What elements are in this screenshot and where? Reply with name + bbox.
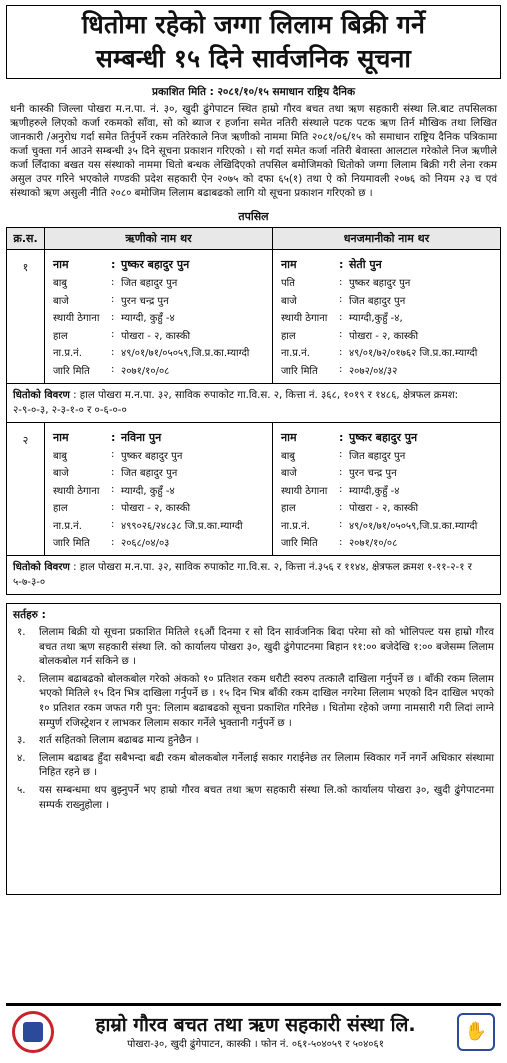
owner-field-colon: : [338, 294, 343, 306]
serial-number: २ [7, 422, 45, 556]
term-item [13, 784, 494, 813]
owner-field-colon: : [338, 501, 343, 513]
borrower-field-value: ४९९०२६/२४८३८ जि.प्र.का.म्याग्दी [121, 520, 243, 532]
term-item [13, 673, 494, 731]
borrower-field [53, 256, 266, 274]
owner-field-colon: : [338, 364, 343, 376]
headline-line-1: धितोमा रहेको जग्गा लिलाम बिक्री गर्ने [81, 10, 426, 39]
owner-field [281, 499, 494, 517]
owner-field-colon: : [338, 276, 343, 288]
borrower-field-colon: : [111, 311, 115, 323]
term-number: १. [17, 627, 26, 638]
owner-field-value: पुष्कर बहादुर पुन [348, 430, 418, 444]
term-item [13, 752, 494, 781]
borrower-details [45, 250, 273, 384]
owner-field [281, 326, 494, 344]
borrower-field-colon: : [111, 519, 115, 531]
owner-field-value: पुष्कर बहादुर पुन [348, 278, 411, 290]
owner-field [281, 429, 494, 447]
owner-field-value: पुरन चन्द्र पुन [348, 468, 397, 480]
col-borrower-header: ऋणीको नाम थर [45, 228, 273, 250]
borrower-field-label: ना.प्र.नं. [53, 348, 82, 360]
borrower-field-label: ना.प्र.नं. [53, 520, 82, 532]
owner-details [272, 250, 500, 384]
borrower-field-label: बाबु [53, 278, 68, 290]
term-number: ५. [17, 784, 26, 796]
owner-field-label: पति [280, 278, 295, 290]
owner-field-label: जारि मिति [280, 538, 318, 550]
term-number: ३. [17, 735, 26, 747]
borrower-field-colon: : [111, 484, 115, 496]
term-text: यस सम्बन्धमा थप बुझ्नुपर्ने भए हाम्रो गौरव बचत तथा ऋण सहकारी संस्था लि.को कार्यालय पोखरा ३०, खुदी ढुंगेपाटनमा सम्पर्क राख्नुहोला । [39, 784, 494, 811]
owner-field-label: बाबु [280, 450, 295, 462]
term-item [13, 734, 494, 749]
owner-field-value: जित बहादुर पुन [348, 450, 406, 462]
borrower-field-value: पुष्कर बहादुर पुन [121, 258, 190, 272]
borrower-field-colon: : [111, 258, 116, 272]
borrower-field-colon: : [111, 364, 115, 376]
borrower-field-colon: : [111, 466, 115, 478]
borrower-field [53, 274, 266, 292]
table-header-row [7, 228, 501, 250]
borrower-field-label: बाजे [53, 295, 69, 307]
borrower-field-value: पोखरा - २, कास्की [121, 503, 191, 515]
terms-list [13, 626, 494, 813]
borrower-field-label: हाल [53, 330, 68, 342]
owner-field-label: नाम [280, 430, 297, 444]
terms-box [6, 603, 501, 895]
owner-field-colon: : [338, 536, 343, 548]
borrower-field [53, 481, 266, 499]
intro-paragraph: धनी कास्की जिल्ला पोखरा म.न.पा. नं. ३०, खुदी ढुंगेपाटन स्थित हाम्रो गौरव बचत तथा ऋण सहकारी संस्था लि.बाट तपसिलका ऋणीहरुले लिएको कर्जा रकमको साँवा, सो को ब्याज र हर्जाना समेत नतिरी संस्थाले पटक पटक ऋण तिर्न मौखिक तथा लिखित जानकारी /अनुरोध गर्दा समेत तिर्नुपर्ने रकम नतिरेकाले निज ऋणीको नाममा मिति २०८१/०६/१५ को समाधान राष्ट्रिय दैनिक पत्रिकामा कर्जा चुक्ता गर्न आउने सम्बन्धी ३५ दिने सूचना प्रकाशन गरिएको । सो गर्दा समेत कर्जा नतिरी बेवास्ता आलटाल गरेकोले निज ऋणीले कर्जा लिँदाका बखत यस संस्थाको नाममा धितो बन्धक लेखिदिएको तपसिल बमोजिमको धितोको जग्गा लिलाम बिक्री गरी लेना रकम असुल उपर गरिने भएकोले गण्डकी प्रदेश सहकारी ऐन २०७५ को दफा ६५(१) तथा ऐ को नियमावली २०७६ को नियम २३ च एवं संस्थाको ऋण असुली नीति २०८० बमोजिम लिलाम बढाबढको लागि यो सूचना प्रकाशन गरिएको छ । [10, 104, 497, 199]
collateral-label: धितोको विवरण [13, 562, 70, 573]
borrower-field [53, 361, 266, 379]
owner-field-value: म्याग्दी,कुहुँ -४, [348, 313, 403, 325]
owner-details [272, 422, 500, 556]
terms-heading: सर्तहरु : [13, 609, 46, 621]
borrower-field-value: नविना पुन [121, 430, 162, 444]
owner-field-label: हाल [280, 330, 296, 342]
col-owner-header: धनजमानीको नाम थर [272, 228, 500, 250]
owner-field-value: म्याग्दी,कुहुँ -४ [348, 485, 400, 497]
borrower-field-colon: : [111, 276, 115, 288]
owner-field-colon: : [338, 311, 343, 323]
borrower-details [45, 422, 273, 556]
borrower-field [53, 429, 266, 447]
term-number: २. [17, 673, 26, 685]
owner-field-value: पोखरा - २, कास्की [348, 330, 419, 342]
owner-field-value: पोखरा - २, कास्की [348, 503, 419, 515]
owner-field-label: बाजे [280, 468, 297, 480]
owner-field-label: नाम [280, 258, 297, 272]
borrower-field-value: म्याग्दी, कुहुँ -४ [121, 485, 175, 497]
collateral-text: : हाल पोखरा म.न.पा. ३२, साविक रुपाकोट गा.वि.स. २, कित्ता नं.३५६ र ११४४, क्षेत्रफल क्रमश १-११-२-१ र ५-७-३-० [13, 562, 472, 588]
footer [6, 1003, 501, 1057]
collateral-description [7, 383, 501, 422]
borrower-field-label: बाबु [53, 450, 68, 462]
collateral-row [7, 383, 501, 422]
borrower-field-value: पोखरा - २, कास्की [121, 330, 191, 342]
table-row [7, 250, 501, 384]
borrower-field-label: स्थायी ठेगाना [53, 485, 100, 497]
collateral-row [7, 556, 501, 595]
borrower-field-colon: : [111, 294, 115, 306]
serial-number: १ [7, 250, 45, 384]
borrower-field [53, 309, 266, 327]
details-table [6, 227, 501, 595]
borrower-field [53, 516, 266, 534]
owner-field-colon: : [338, 258, 344, 272]
borrower-field [53, 534, 266, 552]
owner-field-value: २०७२/०४/३२ [348, 365, 398, 377]
owner-field [281, 309, 494, 327]
owner-field-colon: : [338, 346, 343, 358]
term-text: लिलाम बढाबढ हुँदा सबैभन्दा बढी रकम बोलकबोल गर्नेलाई सकार गराईनेछ तर लिलाम स्विकार गर्ने नगर्ने अधिकार संस्थामा निहित रहने छ । [39, 752, 494, 779]
borrower-field-label: स्थायी ठेगाना [53, 313, 100, 325]
owner-field-value: सेती पुन [348, 258, 382, 272]
owner-field-label: स्थायी ठेगाना [280, 485, 328, 497]
footer-address: पोखरा-३०, खुदी ढुंगेपाटन, कास्की । फोन नं. ०६१-५०४०५९ र ५०४०६१ [127, 1038, 384, 1050]
term-text: शर्त सहितको लिलाम बढाबढ मान्य हुनेछैन । [39, 735, 199, 747]
owner-field [281, 464, 494, 482]
collateral-text: : हाल पोखरा म.न.पा. ३२, साविक रुपाकोट गा.वि.स. २, कित्ता नं. ३६८, १०१९ र १४८६, क्षेत्रफल क्रमश: २-९-०-३, २-३-१-० र ०-६-०-० [13, 389, 459, 416]
borrower-field-label: जारि मिति [53, 365, 90, 377]
borrower-field-label: बाजे [53, 468, 69, 480]
owner-field [281, 361, 494, 379]
borrower-field-value: पुरन चन्द्र पुन [121, 295, 169, 307]
owner-field-value: जित बहादुर पुन [348, 295, 406, 307]
owner-field [281, 344, 494, 362]
owner-field-label: ना.प्र.नं. [280, 520, 310, 532]
term-item [13, 626, 494, 670]
borrower-field [53, 326, 266, 344]
owner-field-label: जारि मिति [280, 365, 318, 377]
borrower-field-value: २०६८/०४/०३ [121, 538, 170, 550]
owner-field [281, 446, 494, 464]
borrower-field [53, 499, 266, 517]
borrower-field-value: जित बहादुर पुन [121, 278, 178, 290]
owner-field-value: ४९/०१/७२/०१७६२ जि.प्र.का.म्याग्दी [348, 348, 478, 360]
borrower-field-label: हाल [53, 503, 68, 515]
borrower-field-label: जारि मिति [53, 538, 90, 550]
borrower-field-label: नाम [53, 258, 69, 272]
owner-field [281, 274, 494, 292]
borrower-field-colon: : [111, 501, 115, 513]
owner-field-colon: : [338, 466, 343, 478]
owner-field [281, 481, 494, 499]
owner-field-colon: : [338, 329, 343, 341]
borrower-field-colon: : [111, 329, 115, 341]
owner-field-value: २०७१/१०/०८ [348, 538, 398, 550]
owner-field-label: बाजे [280, 295, 297, 307]
published-date: प्रकाशित मिति : २०८१/१०/१५ समाधान राष्ट्रिय दैनिक [151, 86, 356, 98]
collateral-label: धितोको विवरण [13, 389, 70, 401]
owner-field-colon: : [338, 449, 343, 461]
term-text: लिलाम बढाबढको बोलकबोल गरेको अंकको १० प्रतिशत रकम धरौटी स्वरुप तत्कालै दाखिला गर्नुपर्ने छ । बाँकी रकम लिलाम भएको मितिले १५ दिन भित्र दाखिला गर्नुपर्ने छ । १५ दिन भित्र बाँकी रकम दाखिल नगरेमा लिलाम भएको दिन दाखिल भएको १० प्रतिशत रकम जफत गरी पुन: लिलाम बढाबढको सूचना प्रकाशित गरिनेछ । धितोमा रहेको जग्गा नामसारी गरी लिदां लाग्ने सम्पुर्ण रजिस्ट्रेशन र लाभकर लिलाम सकार गर्नेले भुक्तानी गर्नुपर्ने छ । [39, 673, 494, 729]
term-text: लिलाम बिक्री यो सूचना प्रकाशित मितिले १६औं दिनमा र सो दिन सार्वजनिक बिदा परेमा सो को भोलिपल्ट यस हाम्रो गौरव बचत तथा ऋण सहकारी संस्था लि. को कार्यालय पोखरा ३०, खुदी ढुंगेपाटनमा बिहान ११:०० बजेदेखि १:०० बजेसम्म लिलाम बोलकबोल गर्न सकिने छ । [39, 627, 494, 668]
owner-field [281, 534, 494, 552]
borrower-field-colon: : [111, 430, 116, 444]
borrower-field-value: २०७१/१०/०८ [121, 365, 170, 377]
owner-field-label: स्थायी ठेगाना [280, 313, 328, 325]
owner-field-label: ना.प्र.नं. [280, 348, 310, 360]
col-sn-header: क्र.स. [7, 228, 45, 250]
owner-field [281, 516, 494, 534]
borrower-field-value: ४९/०१/७१/०५०५९,जि.प्र.का.म्याग्दी [121, 348, 250, 360]
tapsil-heading: तपसिल [238, 210, 269, 223]
term-number: ४. [17, 752, 26, 764]
headline-line-2: सम्बन्धी १५ दिने सार्वजनिक सूचना [95, 44, 412, 73]
owner-field-colon: : [338, 430, 344, 444]
borrower-field-colon: : [111, 449, 115, 461]
borrower-field [53, 344, 266, 362]
borrower-field [53, 464, 266, 482]
owner-field-colon: : [338, 519, 343, 531]
borrower-field-label: नाम [53, 430, 69, 444]
collateral-description [7, 556, 501, 595]
footer-org-name: हाम्रो गौरव बचत तथा ऋण सहकारी संस्था लि. [95, 1013, 416, 1036]
borrower-field [53, 291, 266, 309]
borrower-field-colon: : [111, 536, 115, 548]
cooperative-hands-icon: ✋ [457, 1013, 495, 1051]
footer-text [54, 1012, 457, 1052]
table-row [7, 422, 501, 556]
borrower-field [53, 446, 266, 464]
headline-box [6, 5, 501, 79]
owner-field-label: हाल [280, 503, 296, 515]
owner-field [281, 256, 494, 274]
owner-field [281, 291, 494, 309]
owner-field-value: ४९/०१/७१/०५०५९,जि.प्र.का.म्याग्दी [348, 520, 478, 532]
cooperative-logo-icon [12, 1011, 54, 1053]
borrower-field-colon: : [111, 346, 115, 358]
borrower-field-value: पुष्कर बहादुर पुन [121, 450, 183, 462]
borrower-field-value: म्याग्दी, कुहुँ -४ [121, 313, 175, 325]
owner-field-colon: : [338, 484, 343, 496]
borrower-field-value: जित बहादुर पुन [121, 468, 178, 480]
